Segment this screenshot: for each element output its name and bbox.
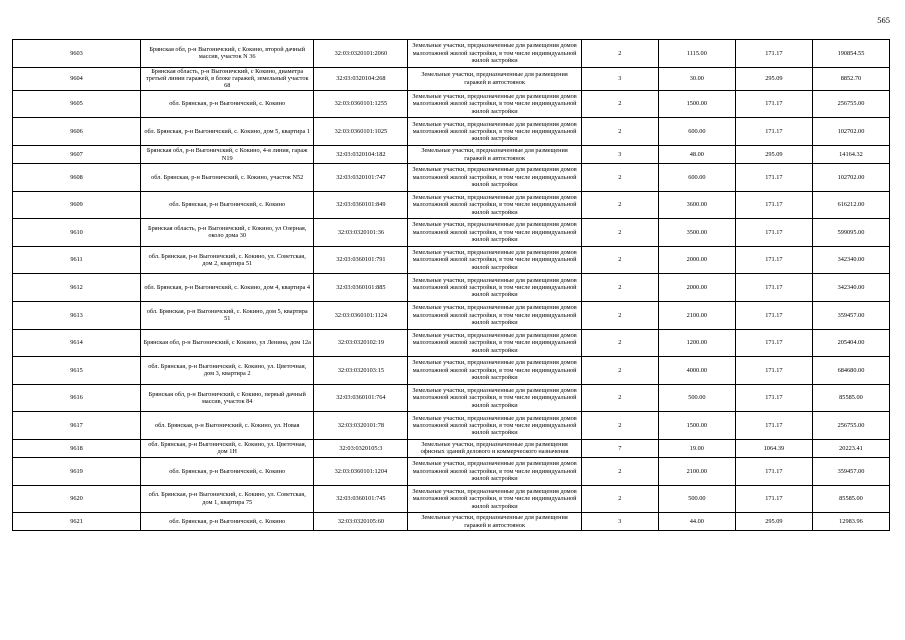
row-number: 9603 <box>13 40 141 68</box>
row-number: 9605 <box>13 90 141 118</box>
cadastral-number-cell: 32:03:0320104:182 <box>314 146 408 164</box>
area-cell: 500.00 <box>658 485 735 513</box>
table-row <box>13 485 890 513</box>
area-cell: 1500.00 <box>658 412 735 440</box>
table-row <box>13 191 890 219</box>
row-number: 9608 <box>13 164 141 192</box>
table-row <box>13 301 890 329</box>
specific-value-cell: 171.17 <box>735 274 812 302</box>
land-use-cell: Земельные участки, предназначенные для размещения гаражей и автостоянок <box>408 146 581 164</box>
cadastral-value-cell: 256755.00 <box>812 90 889 118</box>
table-row <box>13 146 890 164</box>
address-cell: обл. Брянская, р-н Выгоничский, с. Кокино, участок N52 <box>141 164 314 192</box>
table-row <box>13 67 890 90</box>
cadastral-value-cell: 359457.00 <box>812 457 889 485</box>
area-cell: 1200.00 <box>658 329 735 357</box>
table-row <box>13 118 890 146</box>
address-cell: Брянская область, р-н Выгоничский, с Кокино, диаметра третьей линии гаражей, в блоке гаражей, земельный участок 68 <box>141 67 314 90</box>
group-code-cell: 2 <box>581 329 658 357</box>
table-row <box>13 357 890 385</box>
land-use-cell: Земельные участки, предназначенные для размещения гаражей и автостоянок <box>408 513 581 531</box>
cadastral-number-cell: 32:03:0360101:1255 <box>314 90 408 118</box>
row-number: 9604 <box>13 67 141 90</box>
area-cell: 19.00 <box>658 439 735 457</box>
cadastral-number-cell: 32:03:0320103:15 <box>314 357 408 385</box>
area-cell: 2100.00 <box>658 301 735 329</box>
cadastral-number-cell: 32:03:0360101:764 <box>314 384 408 412</box>
cadastral-value-cell: 14164.32 <box>812 146 889 164</box>
row-number: 9618 <box>13 439 141 457</box>
cadastral-value-cell: 359457.00 <box>812 301 889 329</box>
table-row <box>13 412 890 440</box>
table-row <box>13 246 890 274</box>
area-cell: 500.00 <box>658 384 735 412</box>
specific-value-cell: 171.17 <box>735 164 812 192</box>
cadastral-number-cell: 32:03:0360101:791 <box>314 246 408 274</box>
table-row <box>13 439 890 457</box>
specific-value-cell: 295.09 <box>735 146 812 164</box>
area-cell: 2000.00 <box>658 246 735 274</box>
row-number: 9609 <box>13 191 141 219</box>
land-valuation-table <box>12 39 890 531</box>
table-row <box>13 219 890 247</box>
specific-value-cell: 1064.39 <box>735 439 812 457</box>
group-code-cell: 2 <box>581 90 658 118</box>
cadastral-value-cell: 256755.00 <box>812 412 889 440</box>
group-code-cell: 2 <box>581 219 658 247</box>
group-code-cell: 2 <box>581 357 658 385</box>
specific-value-cell: 171.17 <box>735 40 812 68</box>
address-cell: Брянская обл, р-н Выгоничский, с Кокино, первый дачный массив, участок 84 <box>141 384 314 412</box>
row-number: 9606 <box>13 118 141 146</box>
land-use-cell: Земельные участки, предназначенные для размещения домов малоэтажной жилой застройки, в том числе индивидуальной жилой застройки <box>408 485 581 513</box>
specific-value-cell: 171.17 <box>735 301 812 329</box>
cadastral-value-cell: 12983.96 <box>812 513 889 531</box>
land-use-cell: Земельные участки, предназначенные для размещения домов малоэтажной жилой застройки, в том числе индивидуальной жилой застройки <box>408 40 581 68</box>
table-row <box>13 384 890 412</box>
land-use-cell: Земельные участки, предназначенные для размещения домов малоэтажной жилой застройки, в том числе индивидуальной жилой застройки <box>408 118 581 146</box>
specific-value-cell: 171.17 <box>735 485 812 513</box>
group-code-cell: 2 <box>581 274 658 302</box>
table-row <box>13 329 890 357</box>
page-number: 565 <box>877 15 890 25</box>
group-code-cell: 2 <box>581 118 658 146</box>
area-cell: 600.00 <box>658 164 735 192</box>
specific-value-cell: 171.17 <box>735 329 812 357</box>
address-cell: обл. Брянская, р-н Выгоничский, с. Кокино, ул. Советская, дом 2, квартира 51 <box>141 246 314 274</box>
land-use-cell: Земельные участки, предназначенные для размещения домов малоэтажной жилой застройки, в том числе индивидуальной жилой застройки <box>408 164 581 192</box>
group-code-cell: 2 <box>581 301 658 329</box>
group-code-cell: 2 <box>581 191 658 219</box>
address-cell: обл. Брянская, р-н Выгоничский, с. Кокино, дом 5, квартира 51 <box>141 301 314 329</box>
group-code-cell: 3 <box>581 67 658 90</box>
cadastral-number-cell: 32:03:0320101:78 <box>314 412 408 440</box>
row-number: 9620 <box>13 485 141 513</box>
table-row <box>13 90 890 118</box>
specific-value-cell: 171.17 <box>735 219 812 247</box>
land-use-cell: Земельные участки, предназначенные для размещения домов малоэтажной жилой застройки, в том числе индивидуальной жилой застройки <box>408 274 581 302</box>
area-cell: 48.00 <box>658 146 735 164</box>
cadastral-number-cell: 32:03:0360101:1025 <box>314 118 408 146</box>
specific-value-cell: 171.17 <box>735 357 812 385</box>
cadastral-number-cell: 32:03:0360101:1124 <box>314 301 408 329</box>
area-cell: 1500.00 <box>658 90 735 118</box>
address-cell: Брянская обл, р-н Выгоничский, с Кокино, ул Ленина, дом 12а <box>141 329 314 357</box>
group-code-cell: 2 <box>581 412 658 440</box>
area-cell: 4000.00 <box>658 357 735 385</box>
address-cell: обл. Брянская, р-н Выгоничский, с. Кокино <box>141 457 314 485</box>
group-code-cell: 2 <box>581 40 658 68</box>
table-row <box>13 164 890 192</box>
cadastral-value-cell: 102702.00 <box>812 164 889 192</box>
specific-value-cell: 171.17 <box>735 118 812 146</box>
table-row <box>13 40 890 68</box>
address-cell: обл. Брянская, р-н Выгоничский, с. Кокино <box>141 191 314 219</box>
specific-value-cell: 171.17 <box>735 412 812 440</box>
group-code-cell: 7 <box>581 439 658 457</box>
land-use-cell: Земельные участки, предназначенные для размещения домов малоэтажной жилой застройки, в том числе индивидуальной жилой застройки <box>408 90 581 118</box>
land-use-cell: Земельные участки, предназначенные для размещения домов малоэтажной жилой застройки, в том числе индивидуальной жилой застройки <box>408 457 581 485</box>
land-use-cell: Земельные участки, предназначенные для размещения офисных зданий делового и коммерческого назначения <box>408 439 581 457</box>
area-cell: 2000.00 <box>658 274 735 302</box>
specific-value-cell: 171.17 <box>735 191 812 219</box>
cadastral-number-cell: 32:03:0320105:60 <box>314 513 408 531</box>
row-number: 9615 <box>13 357 141 385</box>
table-row <box>13 457 890 485</box>
group-code-cell: 2 <box>581 384 658 412</box>
cadastral-value-cell: 20223.41 <box>812 439 889 457</box>
row-number: 9621 <box>13 513 141 531</box>
cadastral-value-cell: 684680.00 <box>812 357 889 385</box>
area-cell: 44.00 <box>658 513 735 531</box>
area-cell: 30.00 <box>658 67 735 90</box>
address-cell: обл. Брянская, р-н Выгоничский, с. Кокино, ул. Цветочная, дом 1Н <box>141 439 314 457</box>
table-body <box>13 40 890 531</box>
group-code-cell: 3 <box>581 146 658 164</box>
cadastral-number-cell: 32:03:0360101:849 <box>314 191 408 219</box>
area-cell: 600.00 <box>658 118 735 146</box>
address-cell: обл. Брянская, р-н Выгоничский, с. Кокино, ул. Советская, дом 1, квартира 75 <box>141 485 314 513</box>
address-cell: Брянская обл, р-н Выгоничский, с Кокино, 4-я линия, гараж N19 <box>141 146 314 164</box>
cadastral-value-cell: 205404.00 <box>812 329 889 357</box>
specific-value-cell: 171.17 <box>735 90 812 118</box>
row-number: 9617 <box>13 412 141 440</box>
cadastral-value-cell: 342340.00 <box>812 246 889 274</box>
group-code-cell: 3 <box>581 513 658 531</box>
address-cell: обл. Брянская, р-н Выгоничский, с. Кокино, дом 4, квартира 4 <box>141 274 314 302</box>
cadastral-value-cell: 8852.70 <box>812 67 889 90</box>
specific-value-cell: 295.09 <box>735 67 812 90</box>
cadastral-number-cell: 32:03:0360101:885 <box>314 274 408 302</box>
specific-value-cell: 295.09 <box>735 513 812 531</box>
land-use-cell: Земельные участки, предназначенные для размещения домов малоэтажной жилой застройки, в том числе индивидуальной жилой застройки <box>408 357 581 385</box>
land-use-cell: Земельные участки, предназначенные для размещения домов малоэтажной жилой застройки, в том числе индивидуальной жилой застройки <box>408 412 581 440</box>
cadastral-number-cell: 32:03:0360101:1204 <box>314 457 408 485</box>
group-code-cell: 2 <box>581 457 658 485</box>
group-code-cell: 2 <box>581 164 658 192</box>
group-code-cell: 2 <box>581 485 658 513</box>
address-cell: обл. Брянская, р-н Выгоничский, с. Кокино <box>141 90 314 118</box>
row-number: 9614 <box>13 329 141 357</box>
row-number: 9613 <box>13 301 141 329</box>
row-number: 9612 <box>13 274 141 302</box>
cadastral-value-cell: 616212.00 <box>812 191 889 219</box>
specific-value-cell: 171.17 <box>735 384 812 412</box>
cadastral-value-cell: 85585.00 <box>812 384 889 412</box>
cadastral-number-cell: 32:03:0320104:268 <box>314 67 408 90</box>
address-cell: обл. Брянская, р-н Выгоничский, с. Кокино, ул. Новая <box>141 412 314 440</box>
cadastral-number-cell: 32:03:0320101:36 <box>314 219 408 247</box>
row-number: 9619 <box>13 457 141 485</box>
cadastral-value-cell: 342340.00 <box>812 274 889 302</box>
cadastral-number-cell: 32:03:0320101:2060 <box>314 40 408 68</box>
land-use-cell: Земельные участки, предназначенные для размещения домов малоэтажной жилой застройки, в том числе индивидуальной жилой застройки <box>408 329 581 357</box>
area-cell: 3600.00 <box>658 191 735 219</box>
area-cell: 2100.00 <box>658 457 735 485</box>
cadastral-value-cell: 190854.55 <box>812 40 889 68</box>
row-number: 9607 <box>13 146 141 164</box>
specific-value-cell: 171.17 <box>735 246 812 274</box>
cadastral-number-cell: 32:03:0320101:747 <box>314 164 408 192</box>
area-cell: 3500.00 <box>658 219 735 247</box>
row-number: 9611 <box>13 246 141 274</box>
cadastral-number-cell: 32:03:0320102:19 <box>314 329 408 357</box>
land-use-cell: Земельные участки, предназначенные для размещения домов малоэтажной жилой застройки, в том числе индивидуальной жилой застройки <box>408 384 581 412</box>
row-number: 9610 <box>13 219 141 247</box>
specific-value-cell: 171.17 <box>735 457 812 485</box>
land-use-cell: Земельные участки, предназначенные для размещения домов малоэтажной жилой застройки, в том числе индивидуальной жилой застройки <box>408 301 581 329</box>
land-use-cell: Земельные участки, предназначенные для размещения домов малоэтажной жилой застройки, в том числе индивидуальной жилой застройки <box>408 246 581 274</box>
cadastral-value-cell: 599095.00 <box>812 219 889 247</box>
area-cell: 1115.00 <box>658 40 735 68</box>
cadastral-number-cell: 32:03:0360101:745 <box>314 485 408 513</box>
cadastral-number-cell: 32:03:0320105:3 <box>314 439 408 457</box>
group-code-cell: 2 <box>581 246 658 274</box>
land-use-cell: Земельные участки, предназначенные для размещения домов малоэтажной жилой застройки, в том числе индивидуальной жилой застройки <box>408 219 581 247</box>
table-row <box>13 274 890 302</box>
address-cell: обл. Брянская, р-н Выгоничский, с. Кокино <box>141 513 314 531</box>
land-use-cell: Земельные участки, предназначенные для размещения домов малоэтажной жилой застройки, в том числе индивидуальной жилой застройки <box>408 191 581 219</box>
address-cell: Брянская обл, р-н Выгоничский, с Кокино, второй дачный массив, участок N 36 <box>141 40 314 68</box>
address-cell: Брянская область, р-н Выгоничский, с Кокино, ул Озерная, около дома 30 <box>141 219 314 247</box>
address-cell: обл. Брянская, р-н Выгоничский, с. Кокино, ул. Цветочная, дом 3, квартира 2 <box>141 357 314 385</box>
row-number: 9616 <box>13 384 141 412</box>
land-use-cell: Земельные участки, предназначенные для размещения гаражей и автостоянок <box>408 67 581 90</box>
cadastral-value-cell: 102702.00 <box>812 118 889 146</box>
cadastral-value-cell: 85585.00 <box>812 485 889 513</box>
table-row <box>13 513 890 531</box>
address-cell: обл. Брянская, р-н Выгоничский, с. Кокино, дом 5, квартира 1 <box>141 118 314 146</box>
